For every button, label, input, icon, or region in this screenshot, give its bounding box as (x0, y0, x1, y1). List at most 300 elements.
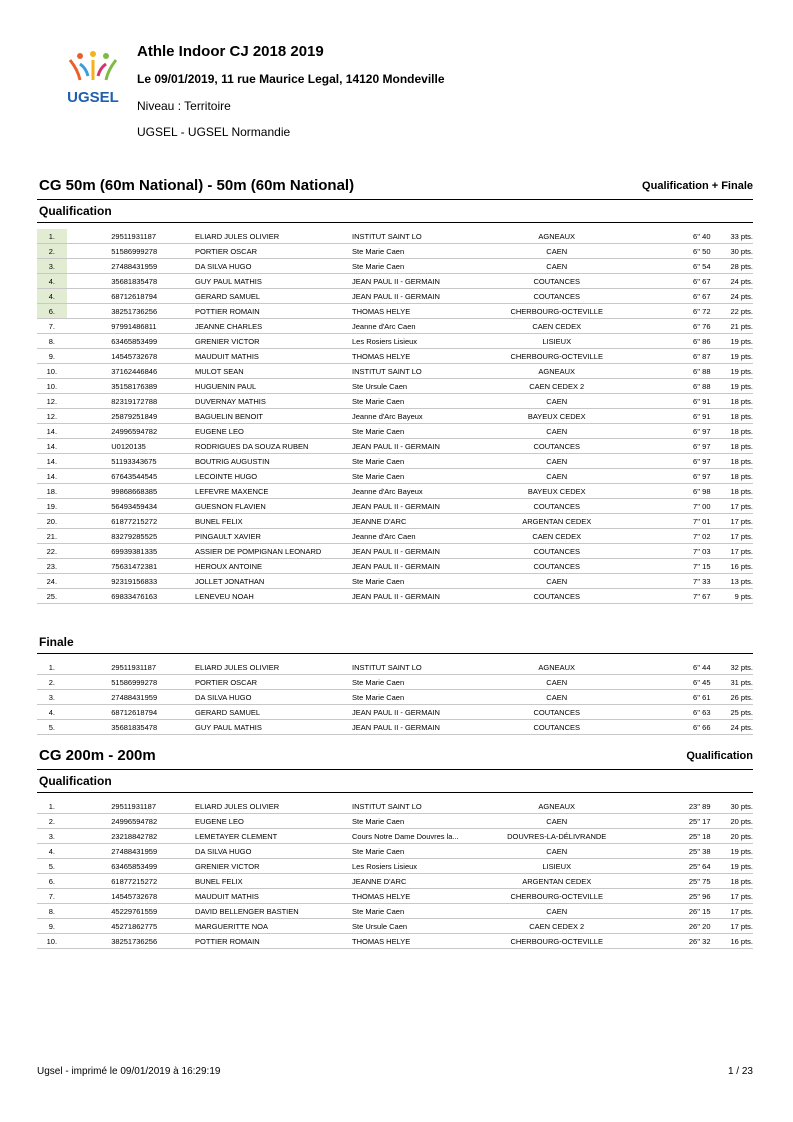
rank-cell: 22. (37, 544, 67, 559)
license-cell: 61877215272 (111, 874, 195, 889)
athlete-name-cell: EUGENE LEO (195, 814, 352, 829)
points-cell: 19 pts. (711, 334, 753, 349)
athlete-name-cell: DAVID BELLENGER BASTIEN (195, 904, 352, 919)
spacer-cell (67, 889, 112, 904)
points-cell: 13 pts. (711, 574, 753, 589)
points-cell: 19 pts. (711, 844, 753, 859)
points-cell: 24 pts. (711, 289, 753, 304)
performance-cell: 25'' 75 (634, 874, 710, 889)
rank-cell: 20. (37, 514, 67, 529)
points-cell: 9 pts. (711, 589, 753, 604)
school-cell: THOMAS HELYE (352, 934, 479, 949)
svg-text:UGSEL: UGSEL (67, 89, 119, 106)
spacer-cell (67, 334, 112, 349)
spacer-cell (67, 559, 112, 574)
spacer-cell (67, 675, 112, 690)
event-header (37, 745, 753, 770)
event-block-200m (37, 745, 753, 949)
table-row (37, 394, 753, 409)
performance-cell: 7'' 01 (634, 514, 710, 529)
round-block-finale (37, 631, 753, 735)
table-row (37, 705, 753, 720)
performance-cell: 6'' 40 (634, 229, 710, 244)
rank-cell: 14. (37, 439, 67, 454)
rank-cell: 7. (37, 319, 67, 334)
city-cell: DOUVRES-LA-DÉLIVRANDE (479, 829, 634, 844)
spacer-cell (67, 289, 112, 304)
rank-cell: 4. (37, 844, 67, 859)
city-cell: COUTANCES (479, 720, 634, 735)
athlete-name-cell: DA SILVA HUGO (195, 844, 352, 859)
license-cell: 27488431959 (111, 259, 195, 274)
event-type: Qualification (686, 750, 753, 762)
rank-cell: 4. (37, 289, 67, 304)
spacer-cell (67, 454, 112, 469)
school-cell: Ste Ursule Caen (352, 379, 479, 394)
spacer-cell (67, 844, 112, 859)
city-cell: ARGENTAN CEDEX (479, 874, 634, 889)
rank-cell: 19. (37, 499, 67, 514)
rank-cell: 3. (37, 829, 67, 844)
athlete-name-cell: PINGAULT XAVIER (195, 529, 352, 544)
performance-cell: 6'' 87 (634, 349, 710, 364)
table-row (37, 690, 753, 705)
points-cell: 18 pts. (711, 439, 753, 454)
city-cell: COUTANCES (479, 439, 634, 454)
license-cell: 45229761559 (111, 904, 195, 919)
points-cell: 24 pts. (711, 274, 753, 289)
points-cell: 24 pts. (711, 720, 753, 735)
points-cell: 19 pts. (711, 349, 753, 364)
license-cell: 61877215272 (111, 514, 195, 529)
city-cell: BAYEUX CEDEX (479, 484, 634, 499)
school-cell: Ste Marie Caen (352, 424, 479, 439)
school-cell: Les Rosiers Lisieux (352, 859, 479, 874)
city-cell: CAEN (479, 244, 634, 259)
performance-cell: 7'' 15 (634, 559, 710, 574)
performance-cell: 6'' 54 (634, 259, 710, 274)
rank-cell: 1. (37, 660, 67, 675)
license-cell: 68712618794 (111, 289, 195, 304)
rank-cell: 5. (37, 859, 67, 874)
school-cell: THOMAS HELYE (352, 349, 479, 364)
athlete-name-cell: DUVERNAY MATHIS (195, 394, 352, 409)
city-cell: CHERBOURG-OCTEVILLE (479, 304, 634, 319)
points-cell: 31 pts. (711, 675, 753, 690)
round-title: Qualification (37, 200, 753, 223)
spacer-cell (67, 229, 112, 244)
table-row (37, 720, 753, 735)
table-row (37, 934, 753, 949)
spacer-cell (67, 859, 112, 874)
performance-cell: 25'' 64 (634, 859, 710, 874)
license-cell: 38251736256 (111, 304, 195, 319)
school-cell: Ste Marie Caen (352, 675, 479, 690)
city-cell: COUTANCES (479, 705, 634, 720)
city-cell: CAEN (479, 814, 634, 829)
points-cell: 18 pts. (711, 454, 753, 469)
page-number: 1 / 23 (727, 1066, 753, 1077)
school-cell: Les Rosiers Lisieux (352, 334, 479, 349)
city-cell: CHERBOURG-OCTEVILLE (479, 349, 634, 364)
performance-cell: 26'' 32 (634, 934, 710, 949)
rank-cell: 4. (37, 705, 67, 720)
event-title: CG 200m - 200m (39, 747, 156, 764)
athlete-name-cell: POTTIER ROMAIN (195, 934, 352, 949)
city-cell: CAEN (479, 259, 634, 274)
spacer-cell (67, 529, 112, 544)
spacer-cell (67, 690, 112, 705)
license-cell: 63465853499 (111, 334, 195, 349)
results-table (37, 229, 753, 604)
license-cell: 25879251849 (111, 409, 195, 424)
city-cell: COUTANCES (479, 274, 634, 289)
table-row (37, 514, 753, 529)
table-row (37, 829, 753, 844)
city-cell: AGNEAUX (479, 364, 634, 379)
athlete-name-cell: EUGENE LEO (195, 424, 352, 439)
points-cell: 18 pts. (711, 484, 753, 499)
city-cell: CAEN CEDEX (479, 529, 634, 544)
performance-cell: 6'' 97 (634, 439, 710, 454)
license-cell: 63465853499 (111, 859, 195, 874)
spacer-cell (67, 394, 112, 409)
city-cell: COUTANCES (479, 499, 634, 514)
rank-cell: 10. (37, 379, 67, 394)
table-row (37, 574, 753, 589)
spacer-cell (67, 544, 112, 559)
city-cell: CHERBOURG-OCTEVILLE (479, 889, 634, 904)
rank-cell: 3. (37, 690, 67, 705)
athlete-name-cell: GERARD SAMUEL (195, 289, 352, 304)
points-cell: 26 pts. (711, 690, 753, 705)
table-row (37, 334, 753, 349)
table-row (37, 844, 753, 859)
meeting-date-place: Le 09/01/2019, 11 rue Maurice Legal, 14120 Mondeville (137, 72, 445, 86)
city-cell: CAEN (479, 469, 634, 484)
license-cell: 82319172788 (111, 394, 195, 409)
ugsel-logo (58, 50, 128, 108)
athlete-name-cell: POTTIER ROMAIN (195, 304, 352, 319)
license-cell: 27488431959 (111, 844, 195, 859)
spacer-cell (67, 274, 112, 289)
points-cell: 18 pts. (711, 874, 753, 889)
points-cell: 19 pts. (711, 859, 753, 874)
performance-cell: 7'' 67 (634, 589, 710, 604)
spacer-cell (67, 799, 112, 814)
school-cell: THOMAS HELYE (352, 304, 479, 319)
athlete-name-cell: PORTIER OSCAR (195, 244, 352, 259)
table-row (37, 919, 753, 934)
ugsel-logo-figures (58, 50, 128, 108)
city-cell: COUTANCES (479, 589, 634, 604)
spacer-cell (67, 934, 112, 949)
performance-cell: 6'' 61 (634, 690, 710, 705)
table-row (37, 244, 753, 259)
rank-cell: 21. (37, 529, 67, 544)
event-header (37, 175, 753, 200)
license-cell: 83279285525 (111, 529, 195, 544)
points-cell: 17 pts. (711, 499, 753, 514)
spacer-cell (67, 589, 112, 604)
athlete-name-cell: ASSIER DE POMPIGNAN LEONARD (195, 544, 352, 559)
table-row (37, 660, 753, 675)
school-cell: Ste Marie Caen (352, 454, 479, 469)
rank-cell: 8. (37, 334, 67, 349)
school-cell: Ste Marie Caen (352, 469, 479, 484)
performance-cell: 25'' 18 (634, 829, 710, 844)
points-cell: 17 pts. (711, 529, 753, 544)
spacer-cell (67, 349, 112, 364)
license-cell: 35681835478 (111, 274, 195, 289)
points-cell: 30 pts. (711, 244, 753, 259)
spacer-cell (67, 720, 112, 735)
athlete-name-cell: JEANNE CHARLES (195, 319, 352, 334)
city-cell: CHERBOURG-OCTEVILLE (479, 934, 634, 949)
license-cell: 92319156833 (111, 574, 195, 589)
spacer-cell (67, 705, 112, 720)
rank-cell: 1. (37, 229, 67, 244)
performance-cell: 7'' 33 (634, 574, 710, 589)
school-cell: Ste Marie Caen (352, 904, 479, 919)
school-cell: INSTITUT SAINT LO (352, 799, 479, 814)
city-cell: CAEN CEDEX 2 (479, 919, 634, 934)
license-cell: 14545732678 (111, 889, 195, 904)
license-cell: 45271862775 (111, 919, 195, 934)
performance-cell: 6'' 91 (634, 394, 710, 409)
athlete-name-cell: LECOINTE HUGO (195, 469, 352, 484)
athlete-name-cell: MAUDUIT MATHIS (195, 349, 352, 364)
rank-cell: 5. (37, 720, 67, 735)
performance-cell: 6'' 76 (634, 319, 710, 334)
spacer-cell (67, 829, 112, 844)
spacer-cell (67, 484, 112, 499)
city-cell: CAEN (479, 454, 634, 469)
performance-cell: 6'' 97 (634, 454, 710, 469)
points-cell: 18 pts. (711, 409, 753, 424)
points-cell: 18 pts. (711, 469, 753, 484)
athlete-name-cell: ELIARD JULES OLIVIER (195, 660, 352, 675)
city-cell: ARGENTAN CEDEX (479, 514, 634, 529)
points-cell: 19 pts. (711, 364, 753, 379)
performance-cell: 26'' 15 (634, 904, 710, 919)
rank-cell: 1. (37, 799, 67, 814)
performance-cell: 7'' 02 (634, 529, 710, 544)
performance-cell: 6'' 66 (634, 720, 710, 735)
school-cell: Jeanne d'Arc Bayeux (352, 484, 479, 499)
table-row (37, 304, 753, 319)
athlete-name-cell: GRENIER VICTOR (195, 859, 352, 874)
spacer-cell (67, 379, 112, 394)
license-cell: 51193343675 (111, 454, 195, 469)
performance-cell: 25'' 96 (634, 889, 710, 904)
athlete-name-cell: DA SILVA HUGO (195, 690, 352, 705)
table-row (37, 874, 753, 889)
school-cell: Ste Marie Caen (352, 574, 479, 589)
athlete-name-cell: BOUTRIG AUGUSTIN (195, 454, 352, 469)
table-row (37, 499, 753, 514)
license-cell: 29511931187 (111, 799, 195, 814)
table-row (37, 229, 753, 244)
performance-cell: 6'' 67 (634, 274, 710, 289)
table-row (37, 889, 753, 904)
table-row (37, 814, 753, 829)
rank-cell: 3. (37, 259, 67, 274)
athlete-name-cell: BUNEL FELIX (195, 514, 352, 529)
spacer-cell (67, 499, 112, 514)
rank-cell: 7. (37, 889, 67, 904)
school-cell: JEAN PAUL II - GERMAIN (352, 705, 479, 720)
rank-cell: 14. (37, 424, 67, 439)
table-row (37, 529, 753, 544)
performance-cell: 6'' 50 (634, 244, 710, 259)
performance-cell: 6'' 98 (634, 484, 710, 499)
license-cell: 24996594782 (111, 814, 195, 829)
city-cell: COUTANCES (479, 559, 634, 574)
performance-cell: 6'' 97 (634, 469, 710, 484)
round-title: Finale (37, 631, 753, 654)
results-table (37, 799, 753, 949)
rank-cell: 25. (37, 589, 67, 604)
athlete-name-cell: LENEVEU NOAH (195, 589, 352, 604)
points-cell: 21 pts. (711, 319, 753, 334)
performance-cell: 6'' 91 (634, 409, 710, 424)
table-row (37, 439, 753, 454)
table-row (37, 409, 753, 424)
spacer-cell (67, 364, 112, 379)
city-cell: CAEN (479, 904, 634, 919)
license-cell: 97991486811 (111, 319, 195, 334)
table-row (37, 859, 753, 874)
school-cell: Ste Marie Caen (352, 244, 479, 259)
athlete-name-cell: MAUDUIT MATHIS (195, 889, 352, 904)
athlete-name-cell: GRENIER VICTOR (195, 334, 352, 349)
performance-cell: 6'' 88 (634, 364, 710, 379)
city-cell: AGNEAUX (479, 229, 634, 244)
rank-cell: 10. (37, 364, 67, 379)
spacer-cell (67, 319, 112, 334)
performance-cell: 26'' 20 (634, 919, 710, 934)
license-cell: 69833476163 (111, 589, 195, 604)
event-title: CG 50m (60m National) - 50m (60m National) (39, 177, 355, 194)
license-cell: 35681835478 (111, 720, 195, 735)
spacer-cell (67, 409, 112, 424)
points-cell: 30 pts. (711, 799, 753, 814)
license-cell: 51586999278 (111, 244, 195, 259)
points-cell: 17 pts. (711, 544, 753, 559)
spacer-cell (67, 919, 112, 934)
school-cell: Ste Marie Caen (352, 394, 479, 409)
city-cell: LISIEUX (479, 859, 634, 874)
round-title: Qualification (37, 770, 753, 793)
athlete-name-cell: HEROUX ANTOINE (195, 559, 352, 574)
school-cell: INSTITUT SAINT LO (352, 660, 479, 675)
table-row (37, 454, 753, 469)
points-cell: 18 pts. (711, 424, 753, 439)
rank-cell: 8. (37, 904, 67, 919)
table-row (37, 559, 753, 574)
points-cell: 17 pts. (711, 904, 753, 919)
points-cell: 28 pts. (711, 259, 753, 274)
performance-cell: 6'' 97 (634, 424, 710, 439)
city-cell: CAEN (479, 394, 634, 409)
school-cell: JEAN PAUL II - GERMAIN (352, 589, 479, 604)
athlete-name-cell: ELIARD JULES OLIVIER (195, 229, 352, 244)
city-cell: CAEN (479, 574, 634, 589)
city-cell: CAEN (479, 690, 634, 705)
athlete-name-cell: GUY PAUL MATHIS (195, 274, 352, 289)
license-cell: U0120135 (111, 439, 195, 454)
athlete-name-cell: GUESNON FLAVIEN (195, 499, 352, 514)
rank-cell: 12. (37, 394, 67, 409)
spacer-cell (67, 514, 112, 529)
performance-cell: 25'' 17 (634, 814, 710, 829)
rank-cell: 12. (37, 409, 67, 424)
spacer-cell (67, 304, 112, 319)
table-row (37, 424, 753, 439)
performance-cell: 7'' 00 (634, 499, 710, 514)
license-cell: 99868668385 (111, 484, 195, 499)
city-cell: CAEN (479, 675, 634, 690)
license-cell: 37162446846 (111, 364, 195, 379)
license-cell: 23218842782 (111, 829, 195, 844)
license-cell: 29511931187 (111, 660, 195, 675)
rank-cell: 9. (37, 349, 67, 364)
spacer-cell (67, 574, 112, 589)
city-cell: CAEN (479, 844, 634, 859)
rank-cell: 14. (37, 469, 67, 484)
rank-cell: 4. (37, 274, 67, 289)
city-cell: CAEN CEDEX 2 (479, 379, 634, 394)
spacer-cell (67, 904, 112, 919)
points-cell: 22 pts. (711, 304, 753, 319)
rank-cell: 10. (37, 934, 67, 949)
school-cell: JEAN PAUL II - GERMAIN (352, 559, 479, 574)
athlete-name-cell: LEFEVRE MAXENCE (195, 484, 352, 499)
table-row (37, 259, 753, 274)
table-row (37, 544, 753, 559)
points-cell: 32 pts. (711, 660, 753, 675)
table-row (37, 484, 753, 499)
spacer-cell (67, 469, 112, 484)
license-cell: 75631472381 (111, 559, 195, 574)
license-cell: 24996594782 (111, 424, 195, 439)
license-cell: 27488431959 (111, 690, 195, 705)
spacer-cell (67, 259, 112, 274)
points-cell: 20 pts. (711, 829, 753, 844)
license-cell: 69939381335 (111, 544, 195, 559)
school-cell: INSTITUT SAINT LO (352, 364, 479, 379)
rank-cell: 23. (37, 559, 67, 574)
school-cell: Jeanne d'Arc Bayeux (352, 409, 479, 424)
performance-cell: 6'' 72 (634, 304, 710, 319)
points-cell: 17 pts. (711, 514, 753, 529)
spacer-cell (67, 439, 112, 454)
license-cell: 67643544545 (111, 469, 195, 484)
city-cell: AGNEAUX (479, 799, 634, 814)
city-cell: COUTANCES (479, 289, 634, 304)
spacer-cell (67, 424, 112, 439)
performance-cell: 6'' 45 (634, 675, 710, 690)
athlete-name-cell: RODRIGUES DA SOUZA RUBEN (195, 439, 352, 454)
rank-cell: 2. (37, 814, 67, 829)
points-cell: 18 pts. (711, 394, 753, 409)
table-row (37, 675, 753, 690)
performance-cell: 6'' 86 (634, 334, 710, 349)
school-cell: Cours Notre Dame Douvres la... (352, 829, 479, 844)
rank-cell: 14. (37, 454, 67, 469)
athlete-name-cell: BAGUELIN BENOIT (195, 409, 352, 424)
